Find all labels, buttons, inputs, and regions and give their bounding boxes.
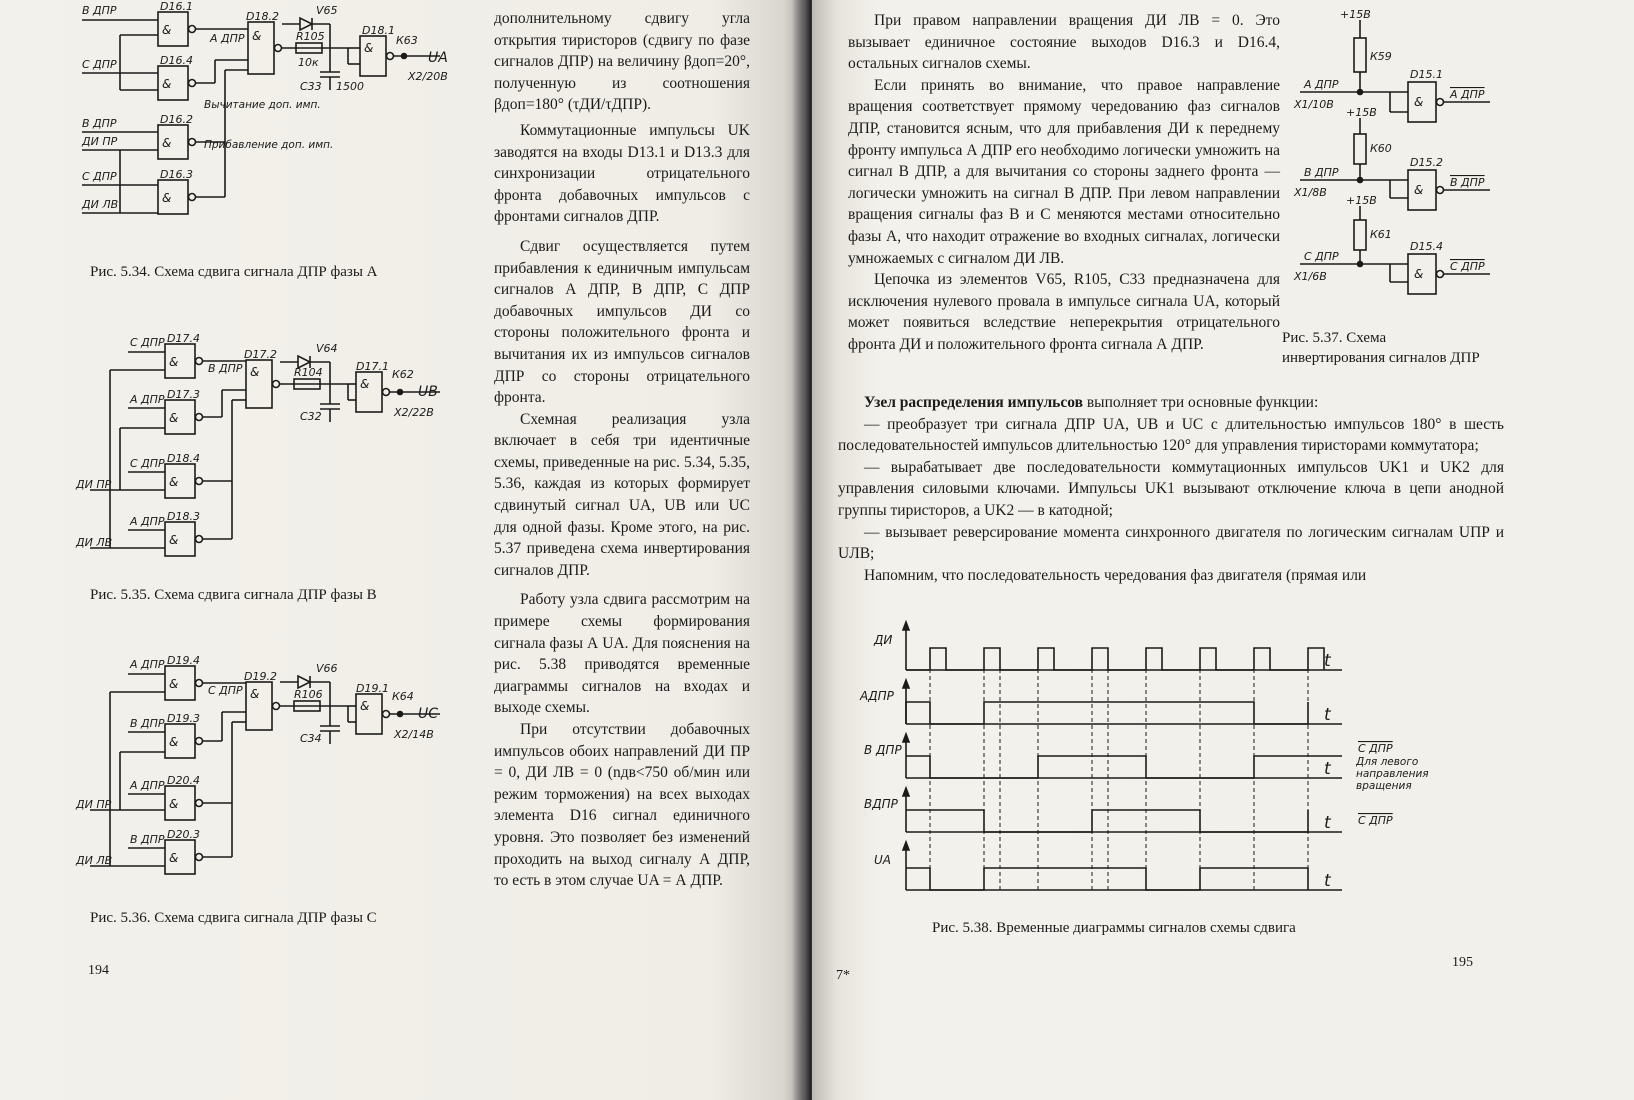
svg-text:Вычитание доп. имп.: Вычитание доп. имп.: [204, 99, 321, 111]
svg-text:АДПР: АДПР: [860, 689, 894, 703]
svg-text:D19.1: D19.1: [356, 682, 389, 695]
left-column-text: [494, 8, 750, 892]
svg-text:t: t: [1324, 705, 1331, 725]
svg-text:К64: К64: [392, 690, 414, 703]
svg-text:В ДПР: В ДПР: [864, 743, 902, 757]
svg-text:R105: R105: [296, 30, 325, 43]
svg-text:А ДПР: А ДПР: [130, 779, 165, 792]
svg-text:&: &: [169, 533, 179, 547]
svg-text:D17.3: D17.3: [167, 388, 200, 401]
fig534-in-3: В ДПР: [82, 117, 117, 130]
svg-text:X2/22В: X2/22В: [394, 406, 434, 419]
svg-text:А ДПР: А ДПР: [210, 32, 245, 45]
figure-5-37-schematic: [1290, 8, 1520, 308]
svg-text:ДИ ЛВ: ДИ ЛВ: [76, 536, 113, 549]
svg-text:t: t: [1324, 813, 1331, 833]
svg-text:А ДПР: А ДПР: [130, 658, 165, 671]
svg-text:D15.2: D15.2: [1410, 156, 1443, 169]
svg-text:D16.1: D16.1: [160, 0, 193, 13]
svg-text:С ДПР: С ДПР: [1450, 260, 1485, 273]
svg-text:К59: К59: [1370, 50, 1392, 63]
svg-text:&: &: [1414, 183, 1424, 197]
svg-text:&: &: [169, 851, 179, 865]
figure-5-37-caption: Рис. 5.37. Схема инвертирования сигналов ДПР: [1282, 330, 1480, 366]
svg-text:&: &: [1414, 95, 1424, 109]
svg-text:UA: UA: [428, 50, 448, 66]
rpara-1: При правом направлении вращения ДИ ЛВ = 0. Это вызывает единичное состояние выходов D16.3 и D16.4, остальных сигналов схемы.: [848, 12, 1280, 73]
svg-text:А ДПР: А ДПР: [1450, 88, 1485, 101]
svg-text:+15В: +15В: [1346, 194, 1377, 207]
item-4: Напомним, что последовательность чередования фаз двигателя (прямая или: [864, 566, 1367, 584]
svg-text:А ДПР: А ДПР: [130, 393, 165, 406]
svg-text:V66: V66: [316, 662, 338, 675]
svg-text:D17.1: D17.1: [356, 360, 389, 373]
svg-text:D19.4: D19.4: [167, 654, 200, 667]
svg-text:V65: V65: [316, 4, 338, 17]
figure-5-36-schematic: [0, 652, 480, 902]
fig534-in-6: ДИ ЛВ: [82, 198, 119, 211]
fig534-in-4: ДИ ПР: [82, 135, 118, 148]
right-top-text: [848, 10, 1280, 356]
svg-text:С34: С34: [300, 732, 322, 745]
svg-text:&: &: [169, 735, 179, 749]
svg-text:&: &: [1414, 267, 1424, 281]
fig534-in-2: С ДПР: [82, 58, 117, 71]
item-2: — вырабатывает две последовательности коммутационных импульсов UK1 и UK2 для управления силовыми ключами. Импульсы UK1 вызывают отключение ключа в цепи анодной группы тиристоров, а UK2 — в катодной;: [838, 458, 1504, 519]
svg-text:D15.1: D15.1: [1410, 68, 1443, 81]
svg-text:&: &: [169, 475, 179, 489]
svg-text:X1/6В: X1/6В: [1294, 270, 1327, 283]
svg-text:X2/20В: X2/20В: [408, 70, 448, 83]
svg-text:D17.4: D17.4: [167, 332, 200, 345]
section-text: [838, 392, 1504, 586]
svg-text:V64: V64: [316, 342, 338, 355]
svg-text:D19.3: D19.3: [167, 712, 200, 725]
svg-text:UC: UC: [418, 706, 439, 722]
svg-text:&: &: [250, 687, 260, 701]
right-page: [812, 0, 1634, 1100]
svg-text:К61: К61: [1370, 228, 1392, 241]
figure-5-36-caption: Рис. 5.36. Схема сдвига сигнала ДПР фазы С: [90, 910, 377, 926]
svg-text:D16.4: D16.4: [160, 54, 193, 67]
svg-text:ВДПР: ВДПР: [864, 797, 898, 811]
figure-5-38-timing-diagram: [852, 618, 1502, 918]
svg-text:С ДПР: С ДПР: [1304, 250, 1339, 263]
svg-text:&: &: [169, 355, 179, 369]
svg-text:&: &: [252, 29, 262, 43]
svg-text:ДИ ПР: ДИ ПР: [76, 798, 112, 811]
svg-text:С ДПР: С ДПР: [130, 336, 165, 349]
svg-text:&: &: [169, 677, 179, 691]
page-number-right: 195: [1452, 955, 1473, 970]
page-number-left: 194: [88, 963, 109, 978]
svg-text:D20.4: D20.4: [167, 774, 200, 787]
rpara-2: Если принять во внимание, что правое направление вращения соответствует прямому чередованию фаз сигналов ДПР, становится ясным, что для прибавления ДИ к переднему фронту импульса А ДПР его необходимо логически умножить на сигнал В ДПР, а для вычитания со стороны заднего фронта — логически умножить на сигнал В ДПР. При левом направлении вращения сигналы фаз В и С меняются местами относительно фазы А, что находит отражение во входных сигналах, логически умножаемых с сигналом ДИ ЛВ.: [848, 76, 1280, 267]
svg-text:Прибавление доп. имп.: Прибавление доп. имп.: [204, 139, 334, 151]
svg-text:К63: К63: [396, 34, 418, 47]
svg-text:В ДПР: В ДПР: [208, 362, 243, 375]
svg-text:&: &: [162, 77, 172, 91]
svg-text:D18.3: D18.3: [167, 510, 200, 523]
svg-text:X2/14В: X2/14В: [394, 728, 434, 741]
svg-text:ДИ ПР: ДИ ПР: [76, 478, 112, 491]
svg-text:ДИ: ДИ: [874, 633, 893, 647]
svg-text:D20.3: D20.3: [167, 828, 200, 841]
svg-text:&: &: [162, 136, 172, 150]
para-1: дополнительному сдвигу угла открытия тиристоров (сдвигу по фазе сигналов ДПР) на величину βдоп=20°, полученную из соотношения βдоп=180° (τДИ/τДПР).: [494, 10, 750, 114]
rpara-3: Цепочка из элементов V65, R105, С33 предназначена для исключения нулевого провала в импульсе сигнала UA, который может появиться вследствие неперекрытия отрицательного фронта ДИ и положительного фронта сигнала А ДПР.: [848, 271, 1280, 353]
figure-5-35-caption: Рис. 5.35. Схема сдвига сигнала ДПР фазы В: [90, 587, 377, 603]
svg-text:X1/8В: X1/8В: [1294, 186, 1327, 199]
fig534-in-1: В ДПР: [82, 4, 117, 17]
svg-text:D19.2: D19.2: [244, 670, 277, 683]
svg-text:К60: К60: [1370, 142, 1392, 155]
svg-text:D15.4: D15.4: [1410, 240, 1443, 253]
para-2: Коммутационные импульсы UK заводятся на входы D13.1 и D13.3 для синхронизации отрицательного фронта добавочных импульсов с фронтами сигналов ДПР.: [494, 121, 750, 226]
figure-5-34-caption: Рис. 5.34. Схема сдвига сигнала ДПР фазы А: [90, 264, 378, 280]
svg-text:С33: С33: [300, 80, 322, 93]
fig538-note: Для левого направления вращения: [1356, 756, 1429, 792]
svg-text:&: &: [364, 41, 374, 55]
para-3: Сдвиг осуществляется путем прибавления к единичным импульсам сигналов А ДПР, В ДПР, С ДПР добавочных импульсов ДИ со стороны положительного фронта и вычитания их из импульсов сигналов ДПР со стороны отрицательного фронта.: [494, 237, 750, 407]
svg-text:&: &: [169, 797, 179, 811]
svg-text:D18.1: D18.1: [362, 24, 395, 37]
svg-text:UB: UB: [418, 384, 438, 400]
svg-text:&: &: [250, 365, 260, 379]
svg-text:С ДПР: С ДПР: [1358, 814, 1393, 827]
svg-text:10к: 10к: [298, 56, 319, 69]
svg-text:&: &: [360, 699, 370, 713]
svg-text:D16.2: D16.2: [160, 113, 193, 126]
svg-text:В ДПР: В ДПР: [1450, 176, 1485, 189]
svg-text:А ДПР: А ДПР: [1304, 78, 1339, 91]
svg-text:С ДПР: С ДПР: [1358, 742, 1393, 755]
svg-text:&: &: [162, 23, 172, 37]
signature-mark: 7*: [836, 968, 850, 983]
svg-text:R104: R104: [294, 366, 323, 379]
svg-text:t: t: [1324, 759, 1331, 779]
svg-text:R106: R106: [294, 688, 323, 701]
svg-text:D18.4: D18.4: [167, 452, 200, 465]
svg-text:+15В: +15В: [1346, 106, 1377, 119]
figure-5-35-schematic: [0, 330, 480, 580]
svg-text:В ДПР: В ДПР: [130, 717, 165, 730]
svg-text:&: &: [169, 411, 179, 425]
figure-5-34-schematic: [0, 0, 480, 250]
svg-text:К62: К62: [392, 368, 414, 381]
para-4: Схемная реализация узла включает в себя три идентичные схемы, приведенные на рис. 5.34, 5.35, 5.36, каждая из которых формирует сдвинутый сигнал UA, UB или UC для одной фазы. Кроме этого, на рис. 5.37 приведена схема инвертирования сигналов ДПР.: [494, 410, 750, 579]
fig534-in-5: С ДПР: [82, 170, 117, 183]
svg-text:+15В: +15В: [1340, 8, 1371, 21]
svg-text:С32: С32: [300, 410, 322, 423]
svg-text:С ДПР: С ДПР: [130, 457, 165, 470]
left-page: [0, 0, 808, 1100]
svg-text:X1/10В: X1/10В: [1294, 98, 1334, 111]
para-5: Работу узла сдвига рассмотрим на примере схемы формирования сигнала фазы А UA. Для пояснения на рис. 5.38 приводятся временные диаграммы сигналов на входах и выходе схемы.: [494, 591, 750, 717]
svg-text:В ДПР: В ДПР: [1304, 166, 1339, 179]
section-heading: Узел распределения импульсов выполняет три основные функции:: [864, 394, 1319, 411]
svg-text:&: &: [162, 191, 172, 205]
svg-text:D16.3: D16.3: [160, 168, 193, 181]
item-3: — вызывает реверсирование момента синхронного двигателя по логическим сигналам UПР и UЛВ;: [838, 523, 1504, 563]
item-1: — преобразует три сигнала ДПР UA, UB и UC с длительностью импульсов 180° в шесть последовательностей импульсов длительностью 120° для управления тиристорами коммутатора;: [838, 415, 1504, 455]
svg-text:&: &: [360, 377, 370, 391]
svg-text:ДИ ЛВ: ДИ ЛВ: [76, 854, 113, 867]
svg-text:1500: 1500: [336, 80, 364, 93]
svg-text:UA: UA: [874, 853, 891, 867]
svg-text:t: t: [1324, 651, 1331, 671]
svg-text:D18.2: D18.2: [246, 10, 279, 23]
svg-text:А ДПР: А ДПР: [130, 515, 165, 528]
svg-text:В ДПР: В ДПР: [130, 833, 165, 846]
svg-text:D17.2: D17.2: [244, 348, 277, 361]
svg-text:t: t: [1324, 871, 1331, 891]
para-6: При отсутствии добавочных импульсов обоих направлений ДИ ПР = 0, ДИ ЛВ = 0 (nдв<750 об/мин или режим торможения) на всех выходах элемента D16 сигнал единичного уровня. Это позволяет без изменений проходить на выход сигналу А ДПР, то есть в этом случае UA = А ДПР.: [494, 721, 750, 890]
svg-text:С ДПР: С ДПР: [208, 684, 243, 697]
figure-5-38-caption: Рис. 5.38. Временные диаграммы сигналов схемы сдвига: [932, 920, 1296, 936]
